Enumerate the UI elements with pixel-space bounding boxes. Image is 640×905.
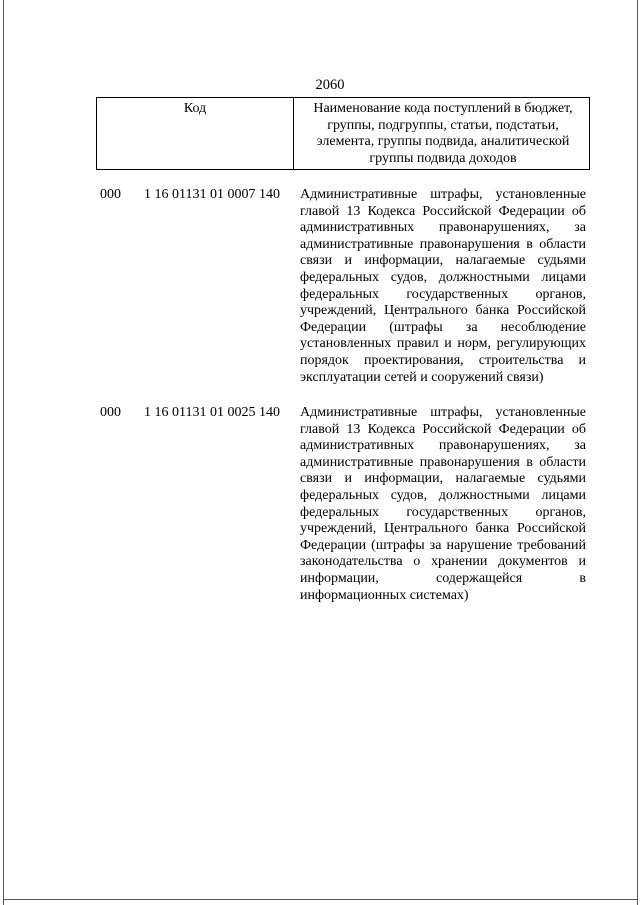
- admin-code: 000: [100, 187, 121, 202]
- page-border-bottom: [3, 899, 638, 900]
- page-number: 2060: [315, 77, 345, 93]
- header-column-divider: [293, 98, 294, 170]
- admin-code: 000: [100, 405, 121, 420]
- page-border-left: [3, 0, 4, 905]
- revenue-code: 1 16 01131 01 0007 140: [144, 187, 280, 202]
- header-code-label: Код: [183, 101, 207, 116]
- page-border-right: [637, 0, 638, 905]
- revenue-description: Административные штрафы, установленные главой 13 Кодекса Российской Федерации об административных правонарушениях, за административные правонарушения в области связи и информации, налагаемые судьями федеральных судов, должностными лицами федеральных государственных органов, учреждений, Центрального банка Российской Федерации (штрафы за нарушение требований законодательства о хранении документов и информации, содержащейся в информационных системах): [300, 405, 586, 603]
- header-name-label: Наименование кода поступлений в бюджет, группы, подгруппы, статьи, подстатьи, элемента, группы подвида, аналитической группы подвида доходов: [313, 101, 573, 166]
- header-table: [96, 97, 590, 170]
- revenue-code: 1 16 01131 01 0025 140: [144, 405, 280, 420]
- revenue-description: Административные штрафы, установленные главой 13 Кодекса Российской Федерации об административных правонарушениях, за административные правонарушения в области связи и информации, налагаемые судьями федеральных судов, должностными лицами федеральных государственных органов, учреждений, Центрального банка Российской Федерации (штрафы за несоблюдение установленных правил и норм, регулирующих порядок проектирования, строительства и эксплуатации сетей и сооружений связи): [300, 187, 586, 385]
